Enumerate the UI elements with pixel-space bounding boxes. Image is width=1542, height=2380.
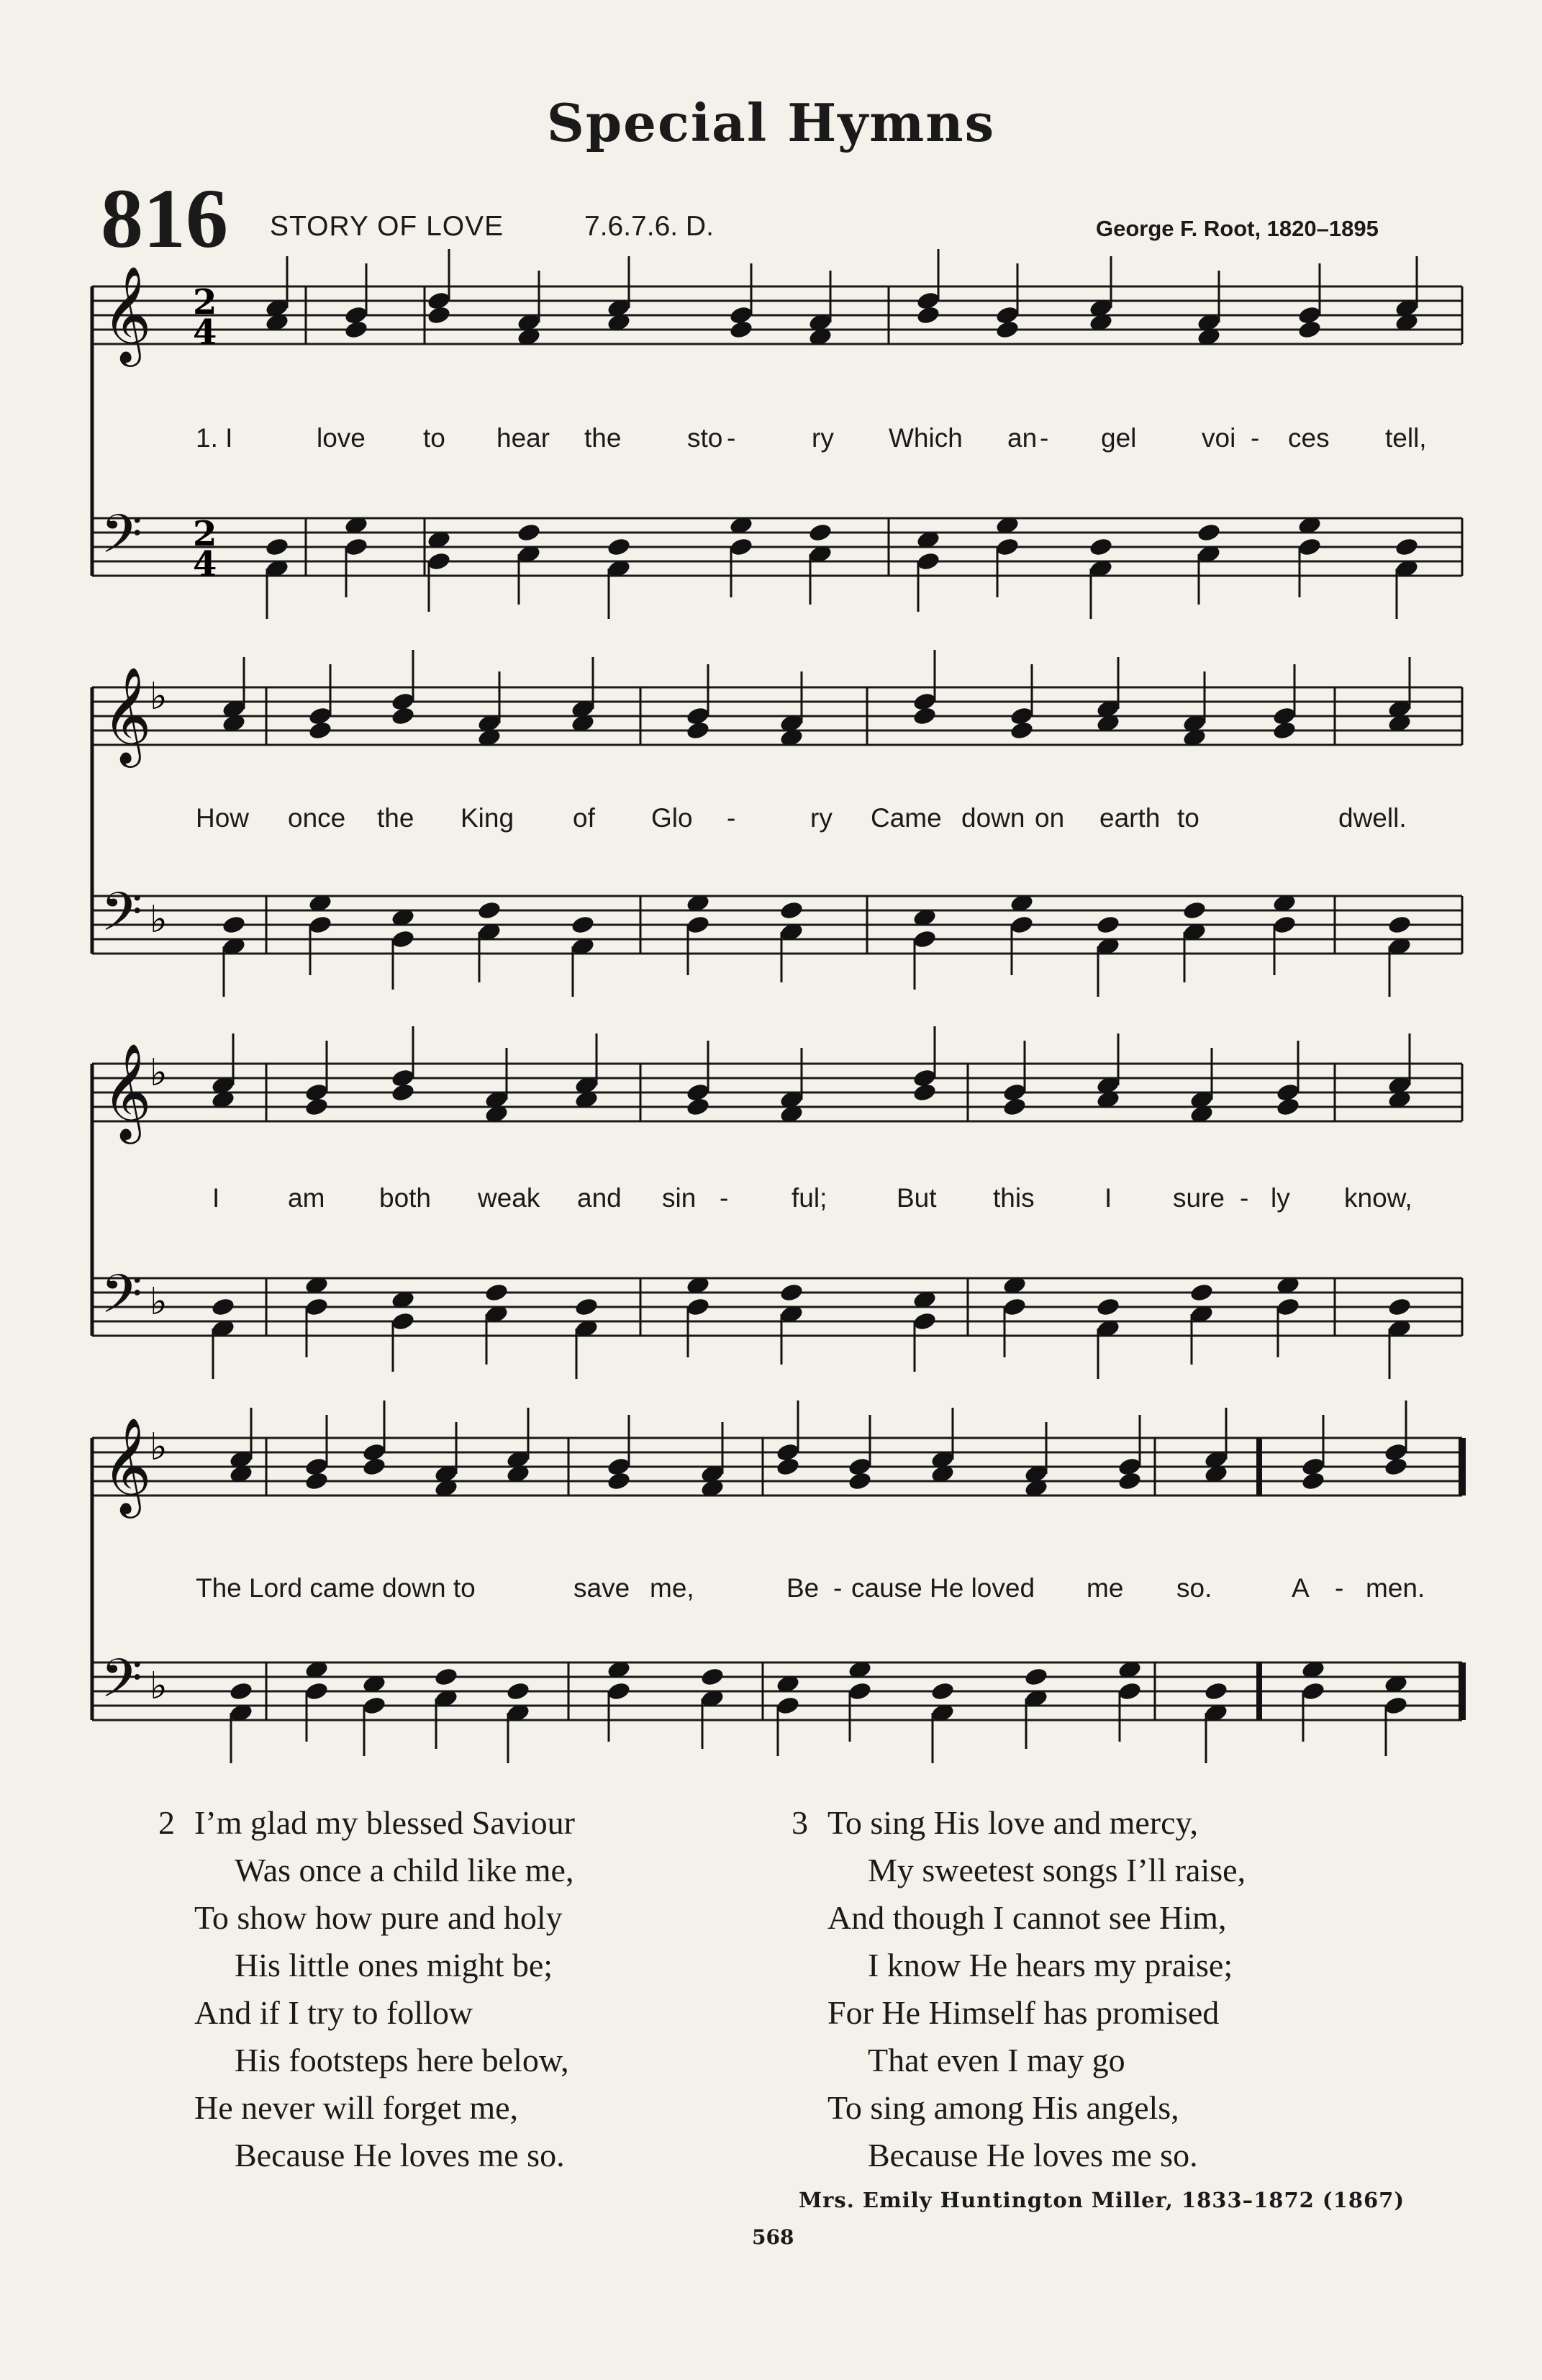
bass-note — [1002, 1296, 1027, 1317]
tenor-note — [1387, 1296, 1412, 1317]
alto-note — [1383, 1456, 1408, 1477]
verse-2 — [158, 1799, 575, 2179]
tenor-note — [779, 900, 804, 920]
alto-note — [307, 720, 332, 741]
lyric-syllable: am — [288, 1183, 325, 1213]
lyric-syllable: A — [1292, 1573, 1310, 1603]
bass-note — [390, 1311, 415, 1331]
alto-note — [1275, 1096, 1300, 1117]
tenor-note — [1023, 1666, 1048, 1687]
alto-note — [1300, 1470, 1325, 1491]
tenor-note — [221, 914, 246, 935]
lyric-syllable: hear — [496, 423, 550, 453]
lyric-syllable: Glo — [651, 803, 693, 833]
alto-note — [915, 304, 940, 325]
alto-note — [728, 319, 753, 340]
alto-note — [361, 1456, 386, 1477]
bass-note — [304, 1680, 329, 1701]
tenor-note — [505, 1680, 530, 1701]
verse-line: His footsteps here below, — [235, 2042, 569, 2078]
bass-note — [685, 1296, 710, 1317]
verse-line: Because He loves me so. — [235, 2137, 565, 2173]
lyric-syllable: Which — [889, 423, 963, 453]
bass-note — [307, 914, 332, 935]
lyric-syllable: weak — [478, 1183, 540, 1213]
tenor-note — [516, 522, 541, 543]
verse-line: My sweetest songs I’ll raise, — [868, 1852, 1246, 1888]
bass-note — [343, 536, 368, 557]
lyric-syllable: so. — [1176, 1573, 1212, 1603]
lyric-syllable: I — [1105, 1183, 1112, 1213]
alto-note — [847, 1470, 872, 1491]
alto-note — [685, 1096, 710, 1117]
bass-note — [1275, 1296, 1300, 1317]
verse-line: For He Himself has promised — [827, 1994, 1220, 2031]
tenor-note — [228, 1680, 253, 1701]
lyric-syllable: on — [1035, 803, 1065, 833]
bass-note — [912, 1311, 937, 1331]
alto-note — [390, 705, 415, 726]
lyric-syllable: tell, — [1385, 423, 1427, 453]
bass-note — [1009, 914, 1034, 935]
treble-clef-icon: 𝄞 — [102, 666, 152, 764]
lyric-syllable: ces — [1288, 423, 1330, 453]
alto-note — [390, 1082, 415, 1103]
bass-clef-icon: 𝄢 — [101, 1647, 142, 1723]
tune-name: STORY OF LOVE — [270, 211, 504, 242]
lyric-syllable: me, — [650, 1573, 694, 1603]
tenor-note — [606, 536, 631, 557]
alto-note — [1002, 1096, 1027, 1117]
tenor-note — [573, 1296, 599, 1317]
verse-line: Was once a child like me, — [235, 1852, 574, 1888]
lyric-syllable: the — [377, 803, 414, 833]
tenor-note — [930, 1680, 955, 1701]
lyric-syllable: How — [196, 803, 250, 833]
time-signature-bottom: 4 — [193, 312, 217, 353]
bass-note — [426, 551, 451, 571]
lyric-syllable: both — [379, 1183, 432, 1213]
tenor-note — [264, 536, 289, 557]
bass-note — [304, 1296, 329, 1317]
bass-note — [775, 1695, 800, 1716]
bass-note — [361, 1695, 386, 1716]
tenor-note — [476, 900, 502, 920]
author-credit: Mrs. Emily Huntington Miller, 1833–1872 (1867) — [799, 2188, 1405, 2212]
verse-line: 3 To sing His love and mercy, — [792, 1799, 1246, 1847]
key-signature-flat-icon: ♭ — [150, 675, 168, 718]
lyric-syllable: 1. I — [196, 423, 233, 453]
tenor-note — [1196, 522, 1221, 543]
lyric-syllable: this — [993, 1183, 1035, 1213]
lyric-syllable: know, — [1344, 1183, 1412, 1213]
alto-note — [994, 319, 1020, 340]
lyric-syllable: I — [212, 1183, 220, 1213]
bass-note — [606, 1680, 631, 1701]
lyric-syllable: - — [727, 803, 736, 833]
tenor-note — [1088, 536, 1113, 557]
tenor-note — [1189, 1282, 1214, 1303]
lyric-syllable: once — [288, 803, 346, 833]
treble-clef-icon: 𝄞 — [102, 1043, 152, 1140]
bass-clef-icon: 𝄢 — [101, 503, 142, 579]
tenor-note — [433, 1666, 458, 1687]
alto-note — [685, 720, 710, 741]
lyric-syllable: Be — [786, 1573, 820, 1603]
bass-note — [915, 551, 940, 571]
lyric-syllable: save — [573, 1573, 630, 1603]
treble-clef-icon: 𝄞 — [102, 266, 152, 363]
verse-number: 2 — [158, 1804, 175, 1841]
lyric-syllable: gel — [1101, 423, 1137, 453]
alto-note — [1117, 1470, 1142, 1491]
key-signature-flat-icon: ♭ — [150, 1051, 168, 1095]
tenor-note — [779, 1282, 804, 1303]
verse-line: He never will forget me, — [194, 2089, 519, 2126]
bass-clef-icon: 𝄢 — [101, 881, 142, 956]
lyric-syllable: ly — [1271, 1183, 1290, 1213]
lyric-syllable: - — [720, 1183, 729, 1213]
lyric-syllable: - — [1040, 423, 1049, 453]
alto-note — [606, 1470, 631, 1491]
lyric-syllable: me — [1087, 1573, 1124, 1603]
bass-note — [1383, 1695, 1408, 1716]
lyric-syllable: and — [577, 1183, 622, 1213]
alto-note — [343, 319, 368, 340]
alto-note — [912, 1082, 937, 1103]
lyric-syllable: ry — [810, 803, 833, 833]
lyric-syllable: ry — [812, 423, 834, 453]
bass-note — [847, 1680, 872, 1701]
key-signature-flat-icon: ♭ — [150, 1426, 168, 1469]
lyric-syllable: Came — [871, 803, 942, 833]
lyric-syllable: - — [727, 423, 736, 453]
tenor-note — [1394, 536, 1419, 557]
alto-note — [304, 1470, 329, 1491]
verse-line: Because He loves me so. — [868, 2137, 1198, 2173]
key-signature-flat-icon: ♭ — [150, 1665, 168, 1708]
lyric-syllable: the — [584, 423, 622, 453]
tenor-note — [484, 1282, 509, 1303]
verse-line: His little ones might be; — [235, 1947, 553, 1983]
lyric-syllable: down — [961, 803, 1025, 833]
lyric-syllable: an — [1007, 423, 1038, 453]
tenor-note — [807, 522, 833, 543]
time-signature-top: 2 — [193, 514, 217, 554]
bass-note — [390, 928, 415, 949]
lyric-syllable: men. — [1366, 1573, 1425, 1603]
bass-note — [685, 914, 710, 935]
verse-line: I know He hears my praise; — [868, 1947, 1233, 1983]
bass-note — [994, 536, 1020, 557]
lyric-syllable: voi — [1202, 423, 1236, 453]
verse-number: 3 — [792, 1804, 808, 1841]
verse-line: To sing among His angels, — [827, 2089, 1179, 2126]
tenor-note — [1095, 914, 1120, 935]
lyric-syllable: of — [573, 803, 595, 833]
bass-clef-icon: 𝄢 — [101, 1263, 142, 1339]
lyric-syllable: dwell. — [1338, 803, 1407, 833]
bass-note — [1117, 1680, 1142, 1701]
verse-line: To show how pure and holy — [194, 1899, 563, 1936]
alto-note — [1009, 720, 1034, 741]
alto-note — [1271, 720, 1297, 741]
hymn-meter: 7.6.7.6. D. — [584, 211, 714, 242]
alto-note — [775, 1456, 800, 1477]
lyric-syllable: - — [833, 1573, 843, 1603]
time-signature-top: 2 — [193, 282, 217, 322]
lyric-syllable: to — [423, 423, 445, 453]
alto-note — [912, 705, 937, 726]
lyric-syllable: ful; — [792, 1183, 827, 1213]
lyric-syllable: The Lord came down to — [196, 1573, 476, 1603]
verse-line: And though I cannot see Him, — [827, 1899, 1227, 1936]
tenor-note — [570, 914, 595, 935]
verse-3 — [792, 1799, 1246, 2179]
lyric-syllable: love — [317, 423, 366, 453]
verse-line: That even I may go — [868, 2042, 1125, 2078]
bass-note — [1300, 1680, 1325, 1701]
key-signature-flat-icon: ♭ — [150, 898, 168, 941]
lyric-syllable: earth — [1099, 803, 1161, 833]
tenor-note — [1095, 1296, 1120, 1317]
verse-line: And if I try to follow — [194, 1994, 473, 2031]
tenor-note — [1203, 1680, 1228, 1701]
lyric-syllable: King — [461, 803, 514, 833]
lyric-syllable: - — [1251, 423, 1260, 453]
treble-clef-icon: 𝄞 — [102, 1417, 152, 1514]
section-heading: Special Hymns — [546, 92, 996, 153]
lyric-syllable: cause He loved — [851, 1573, 1035, 1603]
lyric-syllable: - — [1240, 1183, 1249, 1213]
bass-note — [912, 928, 937, 949]
tenor-note — [210, 1296, 235, 1317]
alto-note — [1297, 319, 1322, 340]
tenor-note — [1387, 914, 1412, 935]
lyric-syllable: sin — [662, 1183, 697, 1213]
lyric-syllable: to — [1177, 803, 1199, 833]
bass-note — [1271, 914, 1297, 935]
lyric-syllable: sto — [687, 423, 723, 453]
bass-note — [1297, 536, 1322, 557]
lyric-syllable: But — [897, 1183, 937, 1213]
bass-note — [728, 536, 753, 557]
page-number: 568 — [752, 2225, 794, 2249]
lyric-syllable: - — [1335, 1573, 1344, 1603]
lyric-syllable: sure — [1173, 1183, 1225, 1213]
time-signature-bottom: 4 — [193, 544, 217, 584]
alto-note — [304, 1096, 329, 1117]
tenor-note — [1182, 900, 1207, 920]
key-signature-flat-icon: ♭ — [150, 1280, 168, 1324]
tenor-note — [699, 1666, 725, 1687]
verse-line: 2 I’m glad my blessed Saviour — [158, 1799, 575, 1847]
alto-note — [426, 304, 451, 325]
hymn-number: 816 — [101, 171, 228, 266]
composer-credit: George F. Root, 1820–1895 — [1096, 216, 1379, 241]
